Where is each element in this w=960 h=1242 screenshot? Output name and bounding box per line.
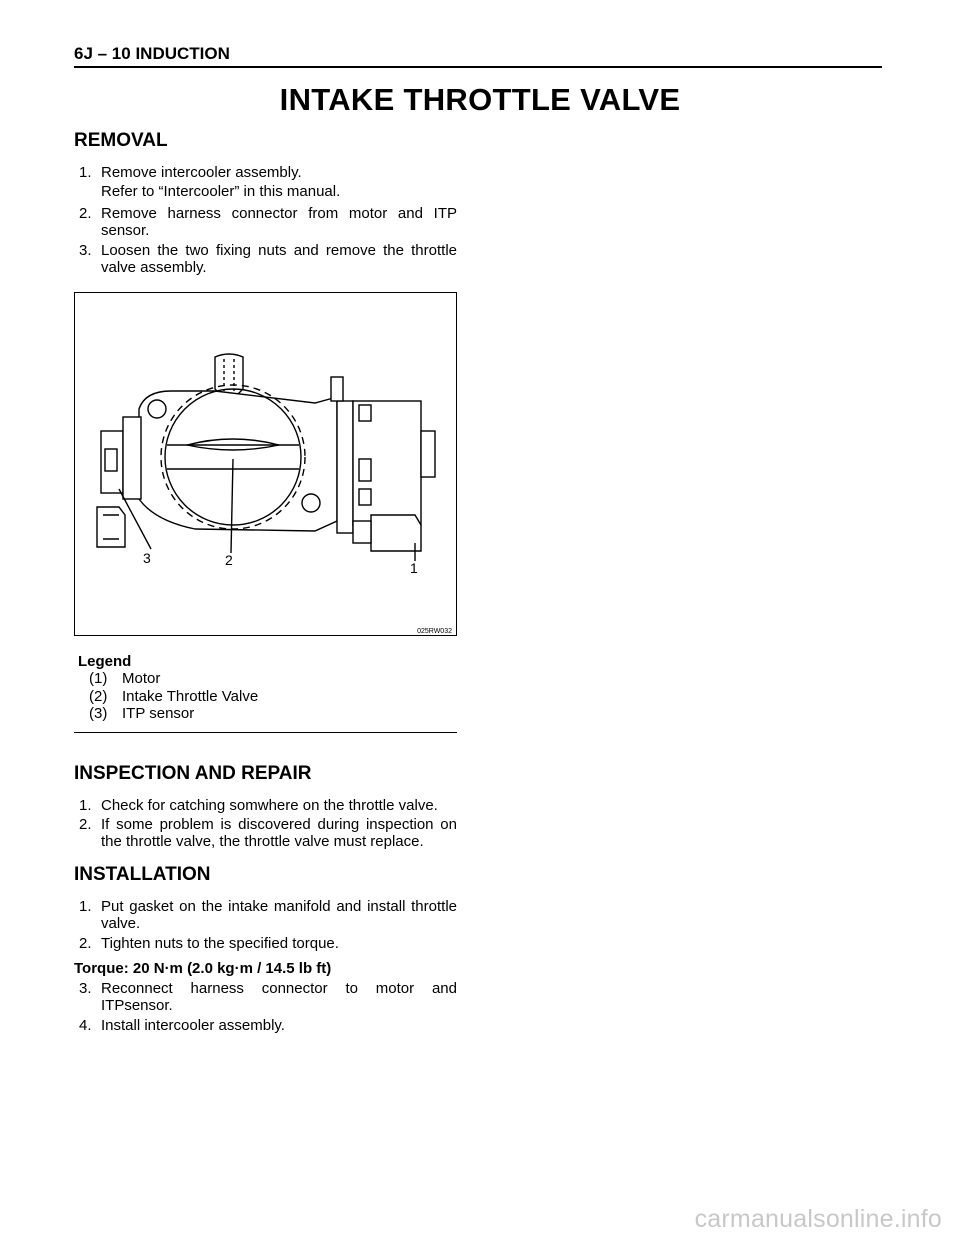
- figure-legend: [74, 653, 457, 723]
- legend-number: (3): [89, 705, 108, 722]
- torque-spec: Torque: 20 N·m (2.0 kg·m / 14.5 lb ft): [74, 960, 332, 977]
- step-text: Remove harness connector from motor and ITP sensor.: [101, 205, 457, 239]
- legend-title: Legend: [78, 653, 132, 670]
- legend-label: Motor: [122, 670, 161, 687]
- figure-code: 025RW032: [417, 628, 452, 635]
- step-number: 2.: [79, 935, 92, 952]
- callout-1: 1: [410, 560, 418, 576]
- legend-label: ITP sensor: [122, 705, 195, 722]
- step-number: 1.: [79, 797, 92, 814]
- step-number: 2.: [79, 205, 92, 222]
- step-number: 3.: [79, 980, 92, 997]
- page-header: [74, 44, 882, 68]
- legend-number: (2): [89, 687, 108, 705]
- header-text: 6J – 10 INDUCTION: [74, 44, 230, 63]
- step-text: Tighten nuts to the specified torque.: [101, 935, 339, 952]
- installation-step-4: [74, 1017, 457, 1034]
- legend-divider: [74, 732, 457, 733]
- removal-heading: REMOVAL: [74, 130, 168, 151]
- legend-label: Intake Throttle Valve: [122, 687, 259, 705]
- legend-item: [74, 670, 457, 688]
- installation-heading: INSTALLATION: [74, 864, 211, 885]
- callout-2: 2: [225, 552, 233, 568]
- page-title: INTAKE THROTTLE VALVE: [279, 82, 681, 117]
- watermark: carmanualsonline.info: [694, 1205, 942, 1233]
- step-number: 1.: [79, 164, 92, 181]
- installation-step-1: [74, 898, 457, 932]
- installation-step-3: [74, 980, 457, 1014]
- inspection-heading: INSPECTION AND REPAIR: [74, 763, 312, 784]
- removal-step-3: [74, 242, 457, 276]
- throttle-valve-figure: [74, 292, 457, 636]
- removal-note: Refer to “Intercooler” in this manual.: [101, 183, 341, 200]
- inspection-step-2: [74, 816, 457, 850]
- callout-3: 3: [143, 550, 151, 566]
- step-number: 4.: [79, 1017, 92, 1034]
- step-number: 2.: [79, 816, 92, 833]
- step-text: Remove intercooler assembly.: [101, 164, 302, 181]
- legend-item: [74, 688, 457, 706]
- step-text: Reconnect harness connector to motor and ITPsensor.: [101, 980, 457, 1014]
- removal-step-1: [74, 164, 457, 181]
- step-text: If some problem is discovered during inspection on the throttle valve, the throttle valve must replace.: [101, 816, 457, 850]
- legend-number: (1): [89, 670, 108, 687]
- step-number: 1.: [79, 898, 92, 915]
- installation-step-2: [74, 935, 457, 952]
- throttle-valve-illustration: [75, 293, 456, 635]
- step-text: Loosen the two fixing nuts and remove the throttle valve assembly.: [101, 242, 457, 276]
- step-text: Install intercooler assembly.: [101, 1017, 285, 1034]
- legend-item: [74, 705, 457, 723]
- step-text: Check for catching somwhere on the throttle valve.: [101, 797, 438, 814]
- removal-step-2: [74, 205, 457, 239]
- step-number: 3.: [79, 242, 92, 259]
- inspection-step-1: [74, 797, 457, 814]
- step-text: Put gasket on the intake manifold and install throttle valve.: [101, 898, 457, 932]
